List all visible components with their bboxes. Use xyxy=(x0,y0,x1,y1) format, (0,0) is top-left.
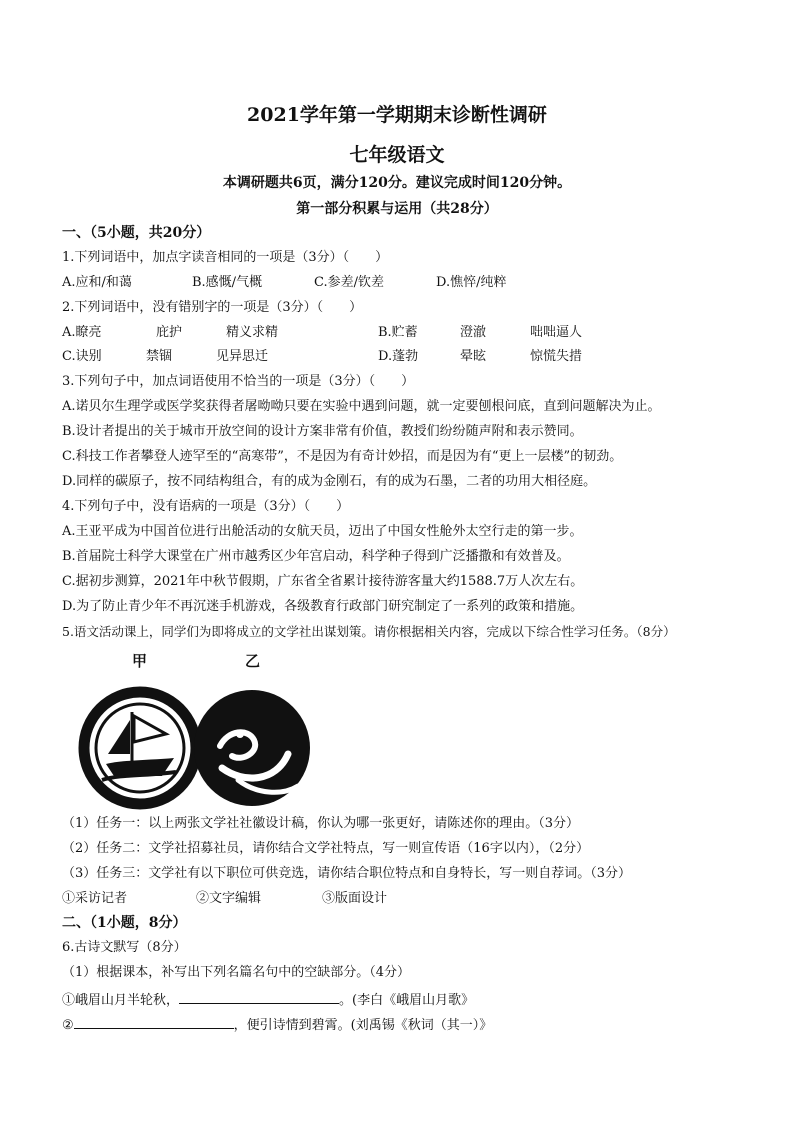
q2-option-b-3: 咄咄逼人 xyxy=(530,325,583,340)
q2-option-c-2: 禁锢 xyxy=(146,349,173,364)
logo-b-script xyxy=(194,690,310,806)
q2-stem: 2.下列词语中，没有错别字的一项是（3分）（ ） xyxy=(62,300,363,315)
q4-option-d: D.为了防止青少年不再沉迷手机游戏，各级教育行政部门研究制定了一系列的政策和措施。 xyxy=(62,599,584,614)
exam-subject: 七年级语文 xyxy=(349,144,445,166)
q6-line-1-after: 。(李白《峨眉山月歌》 xyxy=(339,993,475,1008)
q3-option-b: B.设计者提出的关于城市开放空间的设计方案非常有价值，教授们纷纷随声附和表示赞同。 xyxy=(62,424,583,439)
q6-line-1-before: ①峨眉山月半轮秋， xyxy=(62,993,180,1008)
q2-option-b-2: 澄澈 xyxy=(460,325,487,340)
q3-option-d: D.同样的碳原子，按不同结构组合，有的成为金刚石，有的成为石墨，二者的功用大相径庭。 xyxy=(62,474,597,489)
q3-stem: 3.下列句子中，加点词语使用不恰当的一项是（3分）（ ） xyxy=(62,374,415,389)
q2-option-d-2: 晕眩 xyxy=(460,349,487,364)
q1-stem: 1.下列词语中，加点字读音相同的一项是（3分）（ ） xyxy=(62,250,389,265)
q1-option-c: C.参差/钦差 xyxy=(314,275,384,290)
q2-option-a-1: A.瞭亮 xyxy=(62,325,102,340)
q6-blank-1[interactable] xyxy=(179,989,339,1004)
exam-info: 本调研题共6页，满分120分。建议完成时间120分钟。 xyxy=(222,175,572,191)
q5-position-2: ②文字编辑 xyxy=(196,891,262,906)
q6-stem: 6.古诗文默写（8分） xyxy=(62,940,187,955)
q4-stem: 4.下列句子中，没有语病的一项是（3分）（ ） xyxy=(62,499,350,514)
q6-line-2 xyxy=(62,1014,492,1035)
section1-heading: 一、（5小题，共20分） xyxy=(62,225,211,241)
q5-task-3: （3）任务三：文学社有以下职位可供竞选，请你结合职位特点和自身特长，写一则自荐词。（3分） xyxy=(62,866,632,881)
q5-position-1: ①采访记者 xyxy=(62,891,128,906)
q6-line-2-after: ，便引诗情到碧霄。(刘禹锡《秋词（其一）》 xyxy=(233,1018,493,1033)
q2-option-d-3: 惊慌失措 xyxy=(530,349,583,364)
logo-a-sailboat xyxy=(84,692,196,804)
q6-blank-2[interactable] xyxy=(74,1014,234,1029)
q2-option-a-3: 精义求精 xyxy=(226,325,279,340)
logo-figure xyxy=(62,650,322,810)
q2-option-d-1: D.蓬勃 xyxy=(378,349,419,364)
q5-task-1: （1）任务一：以上两张文学社社徽设计稿，你认为哪一张更好，请陈述你的理由。（3分） xyxy=(62,816,580,831)
section2-heading: 二、（1小题，8分） xyxy=(62,915,187,931)
q1-option-a: A.应和/和蔼 xyxy=(62,275,132,290)
q5-position-3: ③版面设计 xyxy=(322,891,388,906)
q6-subquestion: （1）根据课本，补写出下列名篇名句中的空缺部分。（4分） xyxy=(62,965,411,980)
q4-option-c: C.据初步测算，2021年中秋节假期，广东省全省累计接待游客量大约1588.7万人次左右。 xyxy=(62,574,584,589)
logo-b-label: 乙 xyxy=(245,652,261,670)
q5-stem: 5.语文活动课上，同学们为即将成立的文学社出谋划策。请你根据相关内容，完成以下综合性学习任务。（8分） xyxy=(62,624,676,639)
q1-option-b: B.感慨/气概 xyxy=(192,275,263,290)
q4-option-a: A.王亚平成为中国首位进行出舱活动的女航天员，迈出了中国女性舱外太空行走的第一步。 xyxy=(62,524,583,539)
q2-option-c-1: C.诀别 xyxy=(62,349,102,364)
exam-title: 2021学年第一学期期末诊断性调研 xyxy=(247,104,547,126)
part-heading: 第一部分积累与运用（共28分） xyxy=(296,201,498,217)
q3-option-c: C.科技工作者攀登人迹罕至的“高寒带”，不是因为有奇计妙招，而是因为有“更上一层楼”的韧劲。 xyxy=(62,449,623,464)
q2-option-a-2: 庇护 xyxy=(156,325,183,340)
q5-task-2: （2）任务二：文学社招募社员，请你结合文学社特点，写一则宣传语（16字以内），（2分） xyxy=(62,841,590,856)
q3-option-a: A.诺贝尔生理学或医学奖获得者屠呦呦只要在实验中遇到问题，就一定要刨根问底，直到问题解决为止。 xyxy=(62,399,661,414)
q2-option-c-3: 见异思迁 xyxy=(216,349,269,364)
q4-option-b: B.首届院士科学大课堂在广州市越秀区少年宫启动，科学种子得到广泛播撒和有效普及。 xyxy=(62,549,570,564)
q1-option-d: D.憔悴/纯粹 xyxy=(436,275,507,290)
logo-a-label: 甲 xyxy=(132,652,148,670)
q6-line-2-before: ② xyxy=(62,1018,74,1033)
logo-drawings xyxy=(62,672,322,812)
q6-line-1 xyxy=(62,989,474,1010)
q2-option-b-1: B.贮蓄 xyxy=(378,325,418,340)
